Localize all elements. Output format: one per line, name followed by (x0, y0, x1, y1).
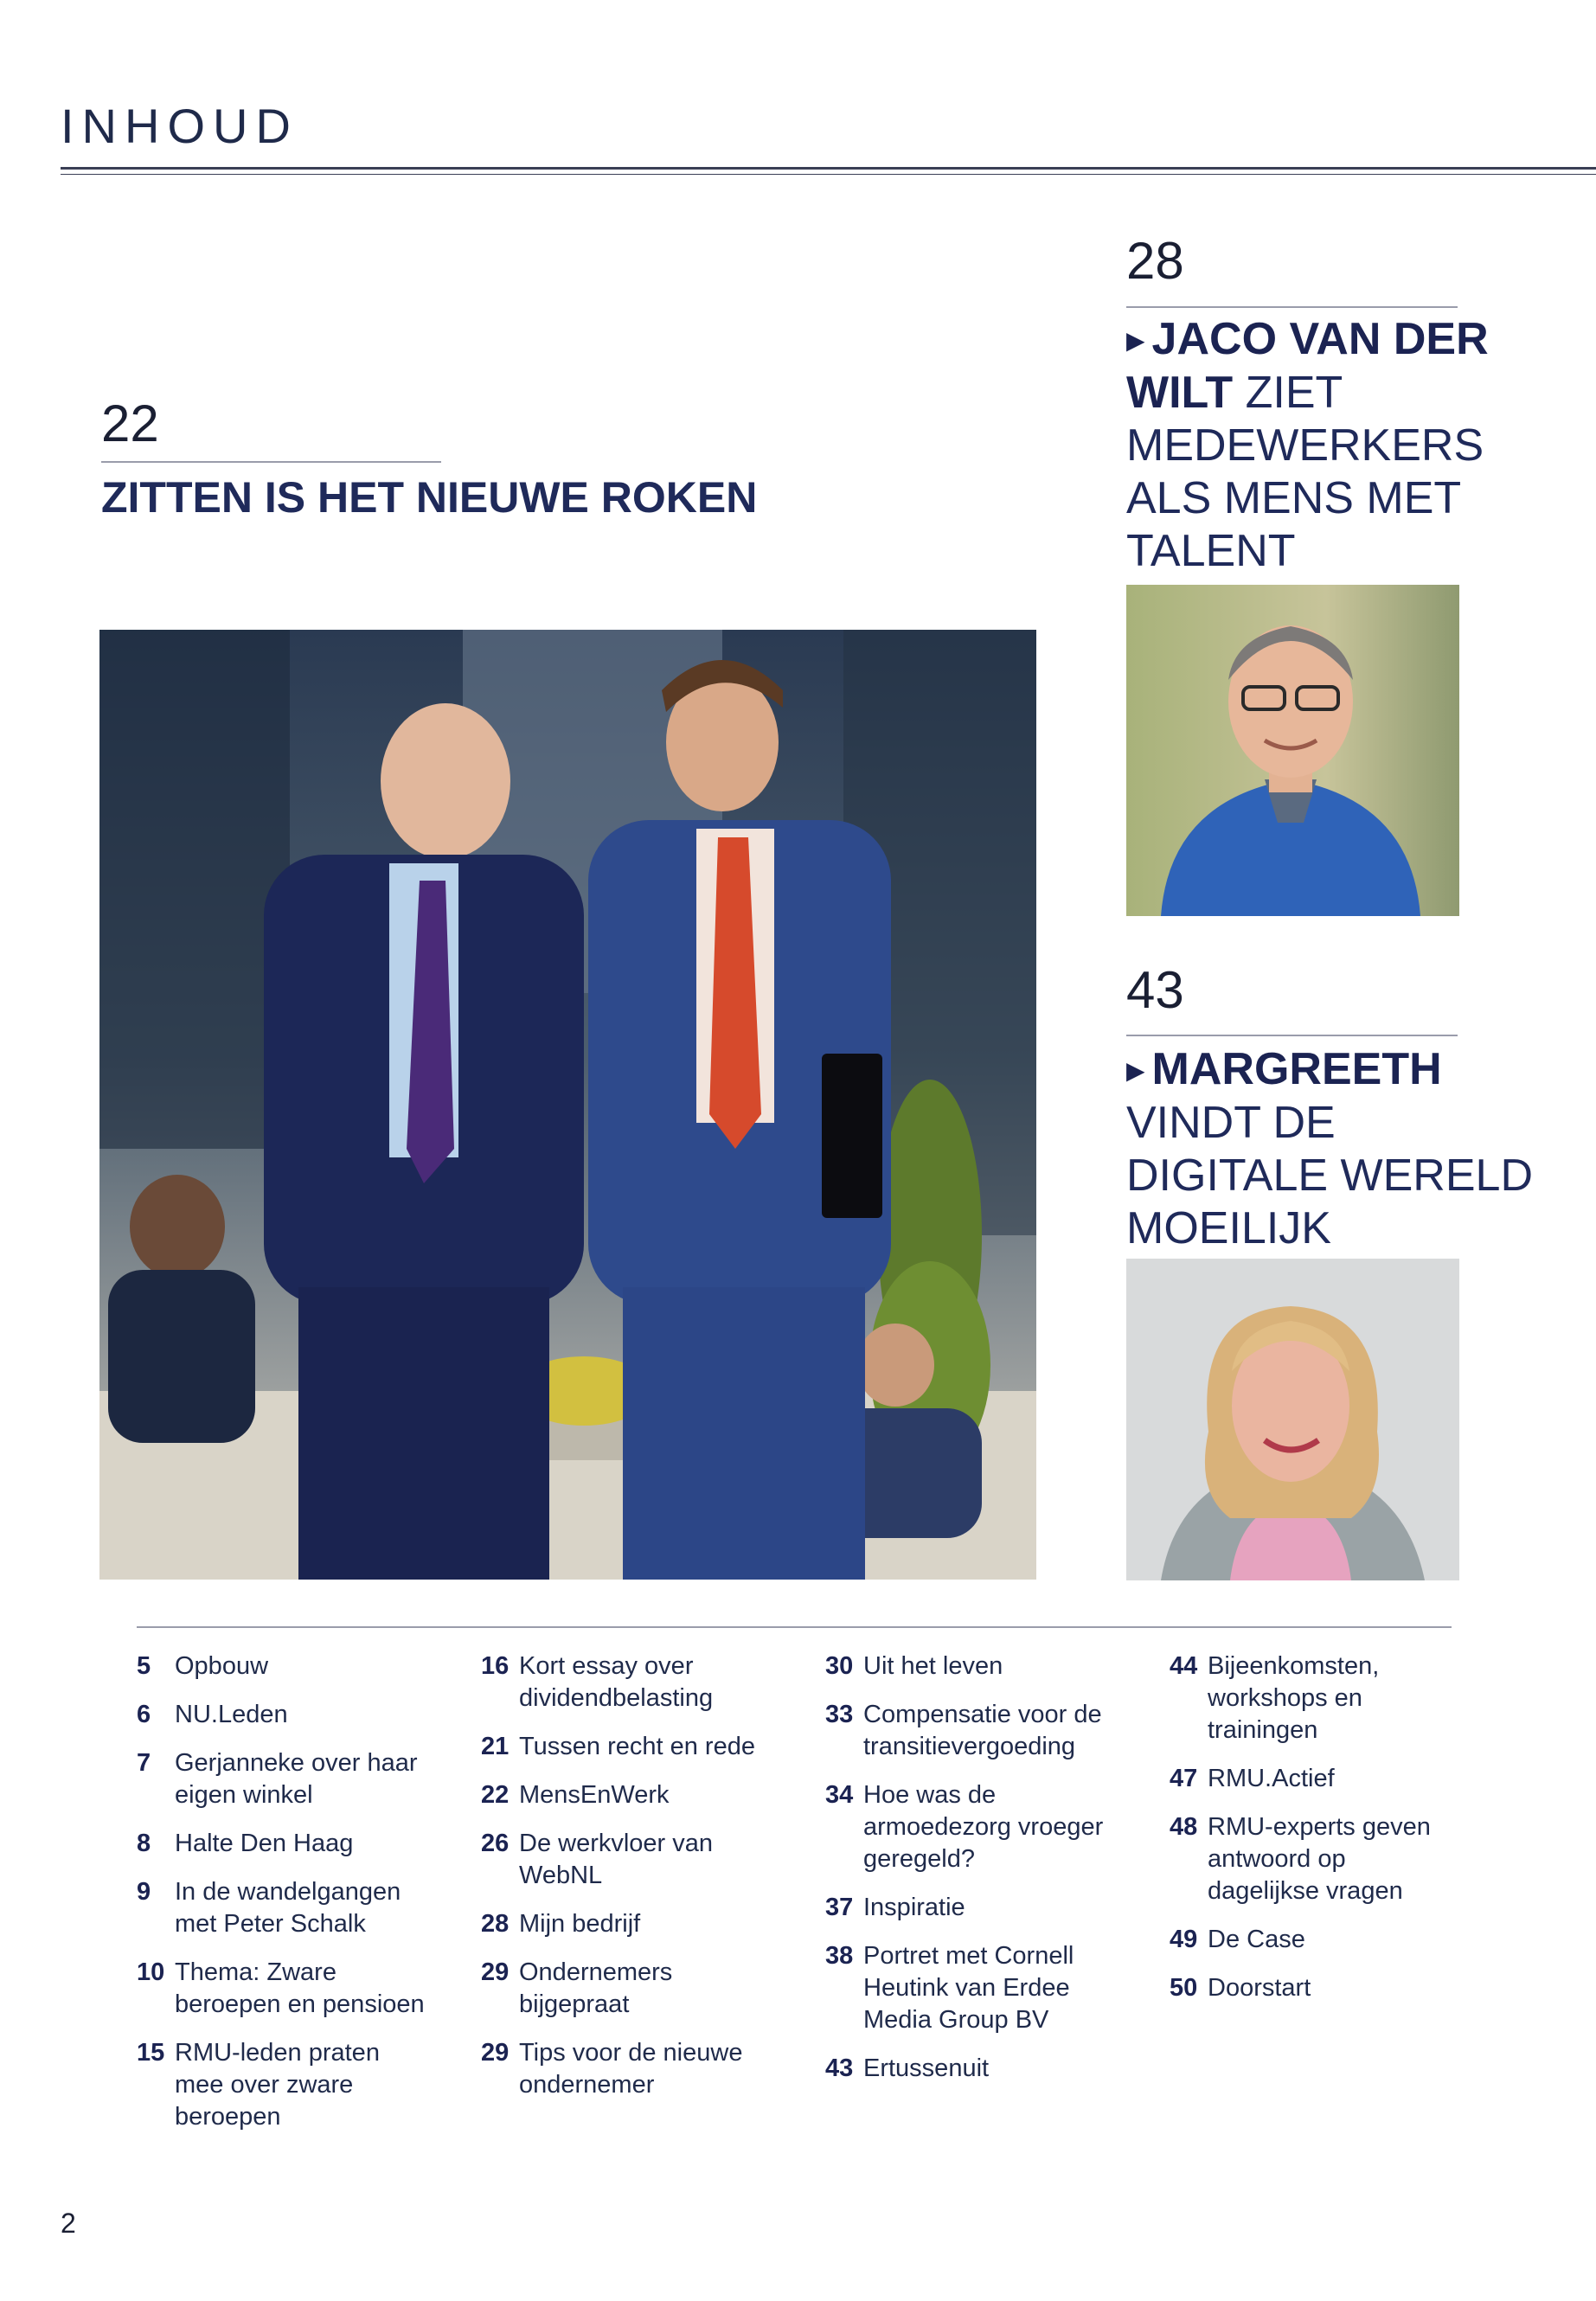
toc-page-number: 6 (137, 1701, 151, 1728)
feature-jaco-rule (1126, 306, 1458, 308)
toc-label: NU.Leden (175, 1701, 288, 1728)
toc-item[interactable] (137, 1650, 474, 1682)
feature-main-rule (101, 461, 441, 463)
toc-page-number: 21 (481, 1733, 510, 1760)
toc-column-1 (137, 1650, 474, 2150)
feature-jaco-page: 28 (1126, 232, 1184, 290)
toc-label: Thema: Zware beroepen en pensioen (175, 1958, 425, 2018)
toc-page-number: 5 (137, 1652, 151, 1680)
toc-label: In de wandelgangen met Peter Schalk (175, 1878, 401, 1938)
toc-item[interactable] (137, 1699, 474, 1731)
triangle-bullet-icon: ▶ (1126, 327, 1145, 354)
feature-main-photo[interactable] (99, 630, 1036, 1580)
toc-label: Compensatie voor de transitievergoeding (863, 1701, 1102, 1760)
toc-label: MensEnWerk (519, 1781, 670, 1809)
toc-item[interactable] (825, 2053, 1163, 2085)
toc-page-number: 22 (481, 1781, 510, 1809)
toc-label: RMU.Actief (1208, 1765, 1335, 1792)
toc-page-number: 10 (137, 1958, 165, 1986)
toc-label: Bijeenkomsten, workshops en trainingen (1208, 1652, 1380, 1744)
toc-page-number: 49 (1170, 1926, 1198, 1953)
toc-page-number: 30 (825, 1652, 854, 1680)
feature-margreeth-name: MARGREETH (1151, 1044, 1442, 1094)
toc-item[interactable] (825, 1892, 1163, 1924)
toc-label: De werkvloer van WebNL (519, 1830, 714, 1889)
page-number: 2 (61, 2208, 76, 2239)
toc-page-number: 50 (1170, 1974, 1198, 2002)
toc-item[interactable] (825, 1779, 1163, 1875)
toc-item[interactable] (1170, 1972, 1455, 2004)
toc-item[interactable] (825, 1940, 1163, 2036)
businessmen-walking-image (99, 630, 1036, 1580)
feature-margreeth-photo[interactable] (1126, 1259, 1459, 1580)
toc-column-2 (481, 1650, 818, 2118)
triangle-bullet-icon: ▶ (1126, 1057, 1145, 1084)
toc-label: Mijn bedrijf (519, 1910, 641, 1938)
toc-page-number: 38 (825, 1942, 854, 1970)
toc-label: Ertussenuit (863, 2054, 990, 2082)
toc-label: Tussen recht en rede (519, 1733, 755, 1760)
toc-item[interactable] (137, 1747, 474, 1811)
toc-page-number: 28 (481, 1910, 510, 1938)
feature-jaco-title-line: MEDEWERKERS (1126, 420, 1484, 471)
feature-margreeth-title-line: MOEILIJK (1126, 1203, 1331, 1253)
toc-page-number: 44 (1170, 1652, 1198, 1680)
toc-label: Uit het leven (863, 1652, 1003, 1680)
toc-item[interactable] (481, 2037, 818, 2101)
feature-jaco-title-line: ALS MENS MET (1126, 473, 1462, 523)
toc-item[interactable] (1170, 1811, 1455, 1907)
toc-item[interactable] (481, 1731, 818, 1763)
toc-page-number: 33 (825, 1701, 854, 1728)
toc-item[interactable] (1170, 1924, 1455, 1956)
page-title: INHOUD (61, 99, 298, 153)
toc-item[interactable] (481, 1908, 818, 1940)
toc-item[interactable] (481, 1957, 818, 2021)
toc-item[interactable] (1170, 1763, 1455, 1795)
toc-page-number: 15 (137, 2039, 165, 2067)
portrait-woman-smiling-image (1126, 1259, 1459, 1580)
toc-label: Kort essay over dividendbelasting (519, 1652, 714, 1712)
feature-margreeth-page: 43 (1126, 961, 1184, 1019)
toc-page-number: 8 (137, 1830, 151, 1857)
feature-jaco-name-1: JACO VAN DER (1151, 314, 1489, 364)
toc-item[interactable] (1170, 1650, 1455, 1747)
toc-page-number: 29 (481, 1958, 510, 1986)
feature-jaco-title[interactable] (1126, 313, 1576, 578)
toc-item[interactable] (481, 1779, 818, 1811)
toc-page-number: 29 (481, 2039, 510, 2067)
feature-margreeth-title[interactable] (1126, 1043, 1593, 1255)
header-divider-thin (61, 174, 1596, 175)
toc-label: RMU-leden praten mee over zware beroepen (175, 2039, 380, 2131)
toc-label: De Case (1208, 1926, 1305, 1953)
feature-jaco-title-rest: ZIET (1233, 368, 1343, 418)
toc-page-number: 47 (1170, 1765, 1198, 1792)
toc-item[interactable] (137, 1828, 474, 1860)
toc-page-number: 9 (137, 1878, 151, 1906)
toc-item[interactable] (137, 1876, 474, 1940)
toc-label: Tips voor de nieuwe ondernemer (519, 2039, 743, 2099)
toc-item[interactable] (481, 1828, 818, 1892)
toc-page-number: 26 (481, 1830, 510, 1857)
toc-page-number: 34 (825, 1781, 854, 1809)
feature-jaco-name-2: WILT (1126, 368, 1234, 418)
feature-margreeth-title-line: VINDT DE (1126, 1098, 1336, 1148)
toc-page-number: 43 (825, 2054, 854, 2082)
toc-label: Gerjanneke over haar eigen winkel (175, 1749, 418, 1809)
toc-label: Inspiratie (863, 1894, 965, 1921)
feature-margreeth-title-line: DIGITALE WERELD (1126, 1150, 1534, 1201)
toc-label: RMU-experts geven antwoord op dagelijkse vragen (1208, 1813, 1431, 1905)
portrait-man-glasses-image (1126, 585, 1459, 916)
feature-main-title[interactable]: ZITTEN IS HET NIEUWE ROKEN (101, 473, 758, 522)
toc-label: Doorstart (1208, 1974, 1311, 2002)
toc-column-3 (825, 1650, 1163, 2101)
feature-jaco-title-line: TALENT (1126, 526, 1296, 576)
toc-label: Opbouw (175, 1652, 269, 1680)
toc-item[interactable] (137, 2037, 474, 2133)
feature-jaco-photo[interactable] (1126, 585, 1459, 916)
toc-label: Portret met Cornell Heutink van Erdee Media Group BV (863, 1942, 1074, 2034)
toc-item[interactable] (825, 1650, 1163, 1682)
feature-main-page: 22 (101, 394, 159, 452)
toc-label: Hoe was de armoedezorg vroeger geregeld? (863, 1781, 1104, 1873)
header-divider (61, 167, 1596, 170)
toc-page-number: 7 (137, 1749, 151, 1777)
toc-label: Ondernemers bijgepraat (519, 1958, 673, 2018)
feature-margreeth-rule (1126, 1035, 1458, 1036)
toc-item[interactable] (137, 1957, 474, 2021)
toc-page-number: 16 (481, 1652, 510, 1680)
toc-page-number: 48 (1170, 1813, 1198, 1841)
toc-column-4 (1170, 1650, 1455, 2021)
toc-item[interactable] (825, 1699, 1163, 1763)
toc-divider (137, 1626, 1452, 1628)
toc-item[interactable] (481, 1650, 818, 1715)
toc-label: Halte Den Haag (175, 1830, 354, 1857)
toc-page-number: 37 (825, 1894, 854, 1921)
